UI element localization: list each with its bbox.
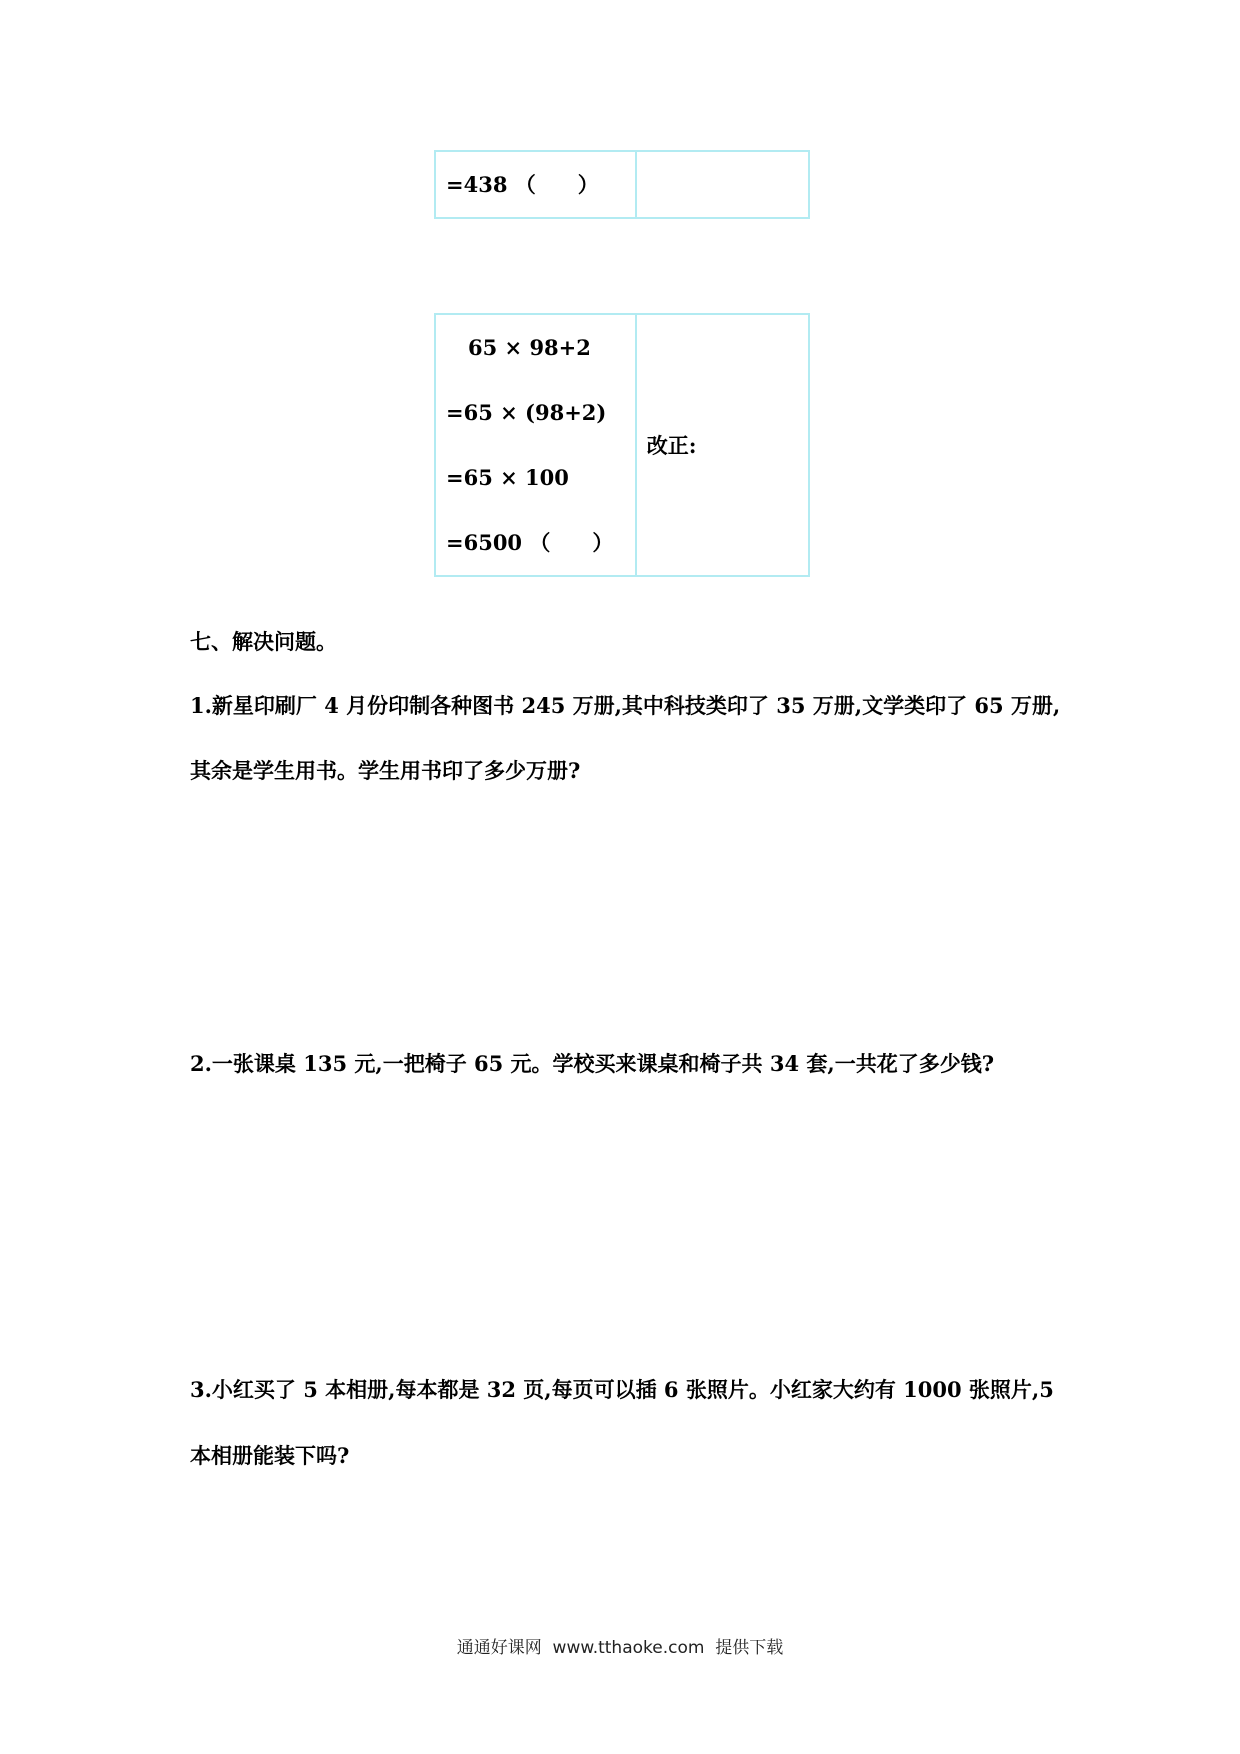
calc-line: 65 × 98+2 bbox=[468, 335, 591, 360]
problem-2-line-1: 2.一张课桌 135 元,一把椅子 65 元。学校买来课桌和椅子共 34 套,一共花了多少钱? bbox=[190, 1051, 994, 1076]
calc-line: =65 × 100 bbox=[446, 465, 569, 490]
check-item-1-correction-cell bbox=[636, 151, 809, 218]
section-7-title: 七、解决问题。 bbox=[190, 629, 337, 654]
check-item-2-table bbox=[434, 313, 810, 577]
calc-line: =438 （ ） bbox=[446, 172, 599, 197]
footer-credit: 通通好课网 www.tthaoke.com 提供下载 bbox=[456, 1638, 784, 1658]
calc-line: =6500 （ ） bbox=[446, 530, 614, 555]
problem-1-line-1: 1.新星印刷厂 4 月份印制各种图书 245 万册,其中科技类印了 35 万册,文学类印了 65 万册, bbox=[190, 693, 1061, 718]
check-item-2-work-cell bbox=[435, 314, 636, 576]
calc-line: =65 × (98+2) bbox=[446, 400, 607, 425]
correction-label: 改正: bbox=[646, 433, 697, 458]
problem-3-line-2: 本相册能装下吗? bbox=[190, 1443, 350, 1468]
problem-1-line-2: 其余是学生用书。学生用书印了多少万册? bbox=[190, 758, 581, 783]
check-item-1-work-cell bbox=[435, 151, 636, 218]
check-item-2-correction-cell bbox=[636, 314, 809, 576]
check-item-1-table bbox=[434, 150, 810, 219]
problem-3-line-1: 3.小红买了 5 本相册,每本都是 32 页,每页可以插 6 张照片。小红家大约有 1000 张照片,5 bbox=[190, 1377, 1054, 1402]
